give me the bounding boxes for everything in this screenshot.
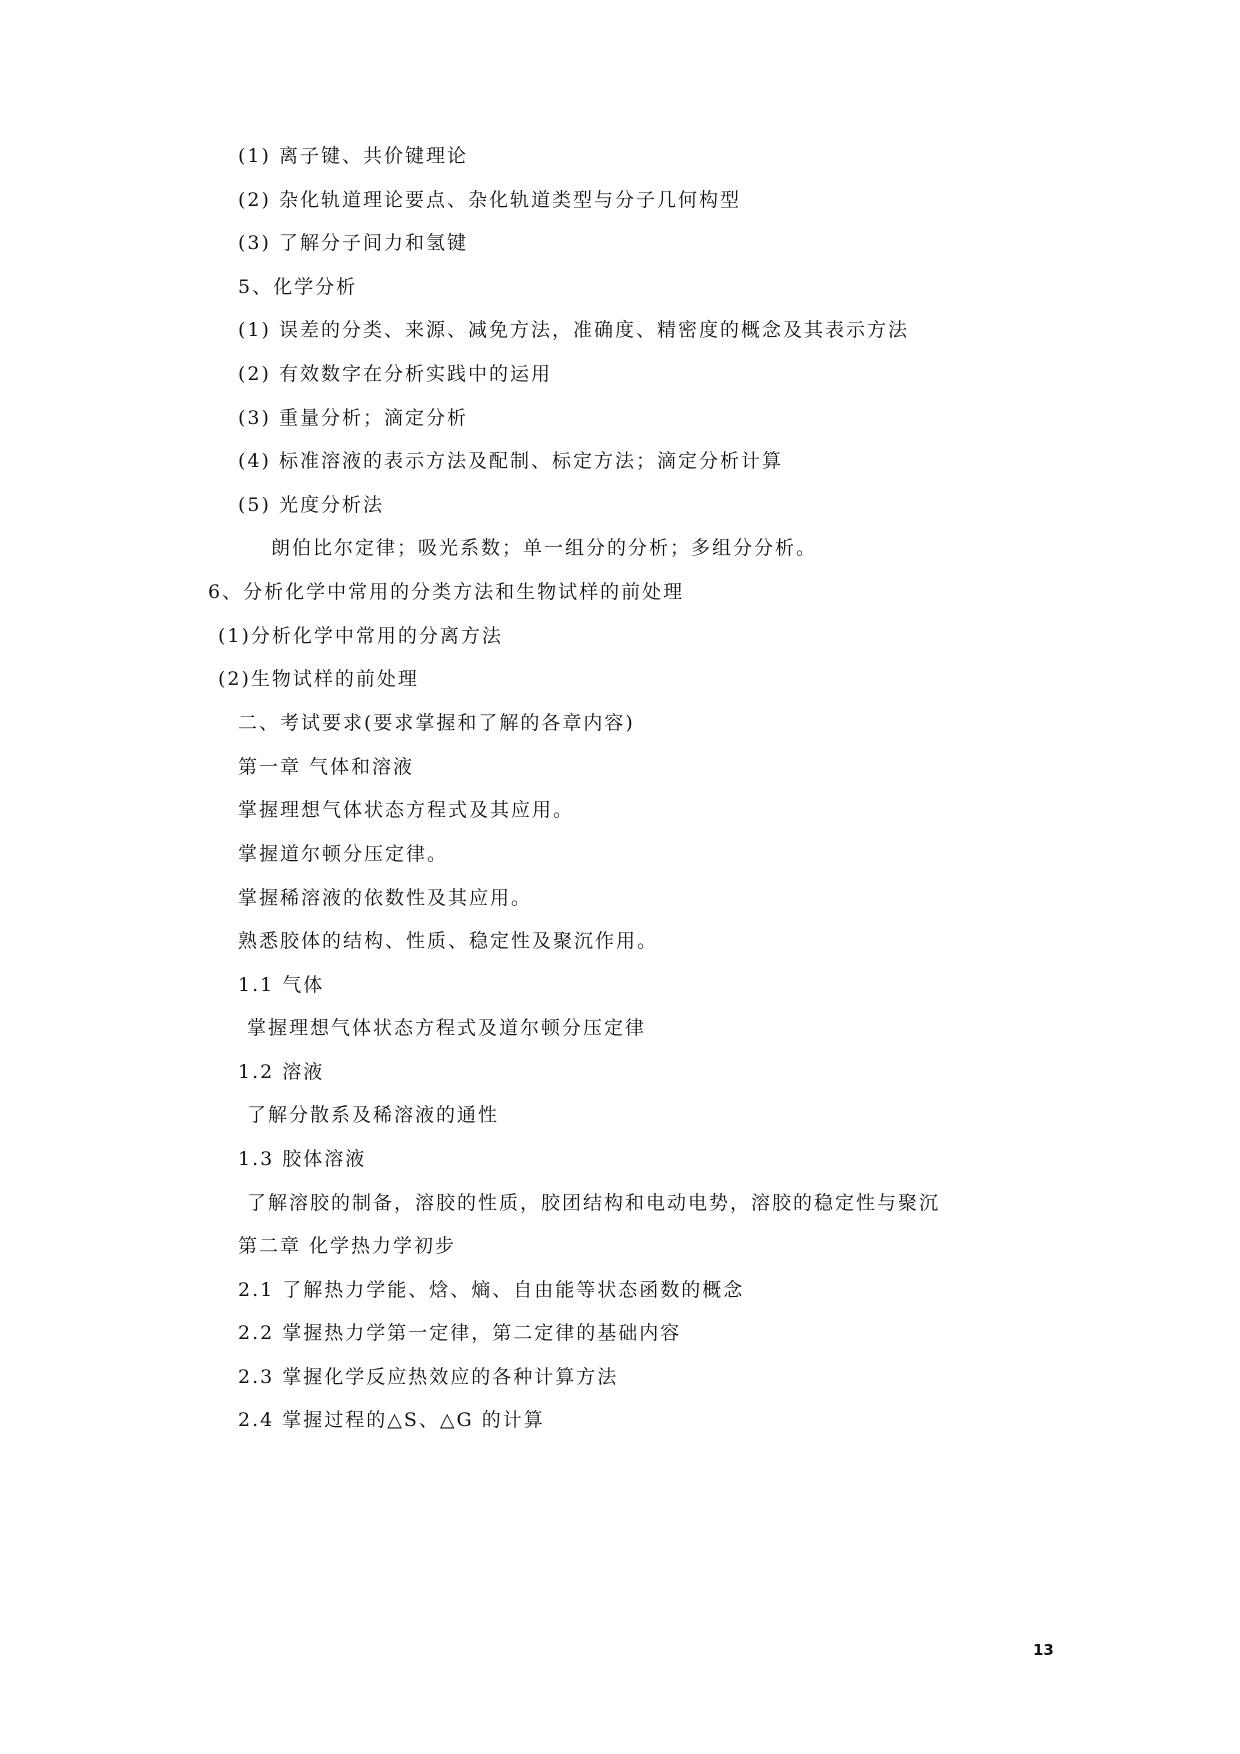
subsection-1-3-colloid: 1.3 胶体溶液 xyxy=(238,1148,367,1170)
item-ionic-covalent-bond: (1) 离子键、共价键理论 xyxy=(238,145,468,167)
section-heading-chemical-analysis: 5、化学分析 xyxy=(238,276,358,298)
subsection-2-4: 2.4 掌握过程的△S、△G 的计算 xyxy=(238,1409,545,1431)
item-gravimetric-titration: (3) 重量分析；滴定分析 xyxy=(238,407,468,429)
section-heading-exam-requirements: 二、考试要求(要求掌握和了解的各章内容) xyxy=(238,712,635,734)
item-separation-methods: (1)分析化学中常用的分离方法 xyxy=(218,625,503,647)
subsection-1-2-solution: 1.2 溶液 xyxy=(238,1061,325,1083)
item-error-classification: (1) 误差的分类、来源、减免方法，准确度、精密度的概念及其表示方法 xyxy=(238,319,909,341)
subsection-2-1: 2.1 了解热力学能、焓、熵、自由能等状态函数的概念 xyxy=(238,1279,745,1301)
page-number: 13 xyxy=(1033,1641,1054,1659)
chapter-2-title: 第二章 化学热力学初步 xyxy=(238,1235,457,1257)
item-photometric-analysis: (5) 光度分析法 xyxy=(238,494,384,516)
chapter-1-req-colligative: 掌握稀溶液的依数性及其应用。 xyxy=(238,887,533,909)
chapter-1-req-colloid: 熟悉胶体的结构、性质、稳定性及聚沉作用。 xyxy=(238,930,659,952)
item-hybrid-orbital-theory: (2) 杂化轨道理论要点、杂化轨道类型与分子几何构型 xyxy=(238,189,741,211)
item-standard-solution: (4) 标准溶液的表示方法及配制、标定方法；滴定分析计算 xyxy=(238,450,783,472)
item-sample-pretreatment: (2)生物试样的前处理 xyxy=(218,668,419,690)
item-beer-lambert-detail: 朗伯比尔定律；吸光系数；单一组分的分析；多组分分析。 xyxy=(271,537,818,559)
chapter-1-title: 第一章 气体和溶液 xyxy=(238,756,415,778)
item-significant-figures: (2) 有效数字在分析实践中的运用 xyxy=(238,363,552,385)
subsection-2-2: 2.2 掌握热力学第一定律，第二定律的基础内容 xyxy=(238,1322,682,1344)
subsection-1-1-gas: 1.1 气体 xyxy=(238,974,325,996)
item-intermolecular-forces: (3) 了解分子间力和氢键 xyxy=(238,232,468,254)
subsection-2-3: 2.3 掌握化学反应热效应的各种计算方法 xyxy=(238,1366,619,1388)
section-heading-separation-pretreatment: 6、分析化学中常用的分类方法和生物试样的前处理 xyxy=(208,581,685,603)
chapter-1-req-ideal-gas: 掌握理想气体状态方程式及其应用。 xyxy=(238,799,575,821)
subsection-1-3-detail: 了解溶胶的制备，溶胶的性质，胶团结构和电动电势，溶胶的稳定性与聚沉 xyxy=(247,1192,941,1214)
subsection-1-1-detail: 掌握理想气体状态方程式及道尔顿分压定律 xyxy=(247,1017,647,1039)
subsection-1-2-detail: 了解分散系及稀溶液的通性 xyxy=(247,1104,500,1126)
chapter-1-req-dalton: 掌握道尔顿分压定律。 xyxy=(238,843,449,865)
